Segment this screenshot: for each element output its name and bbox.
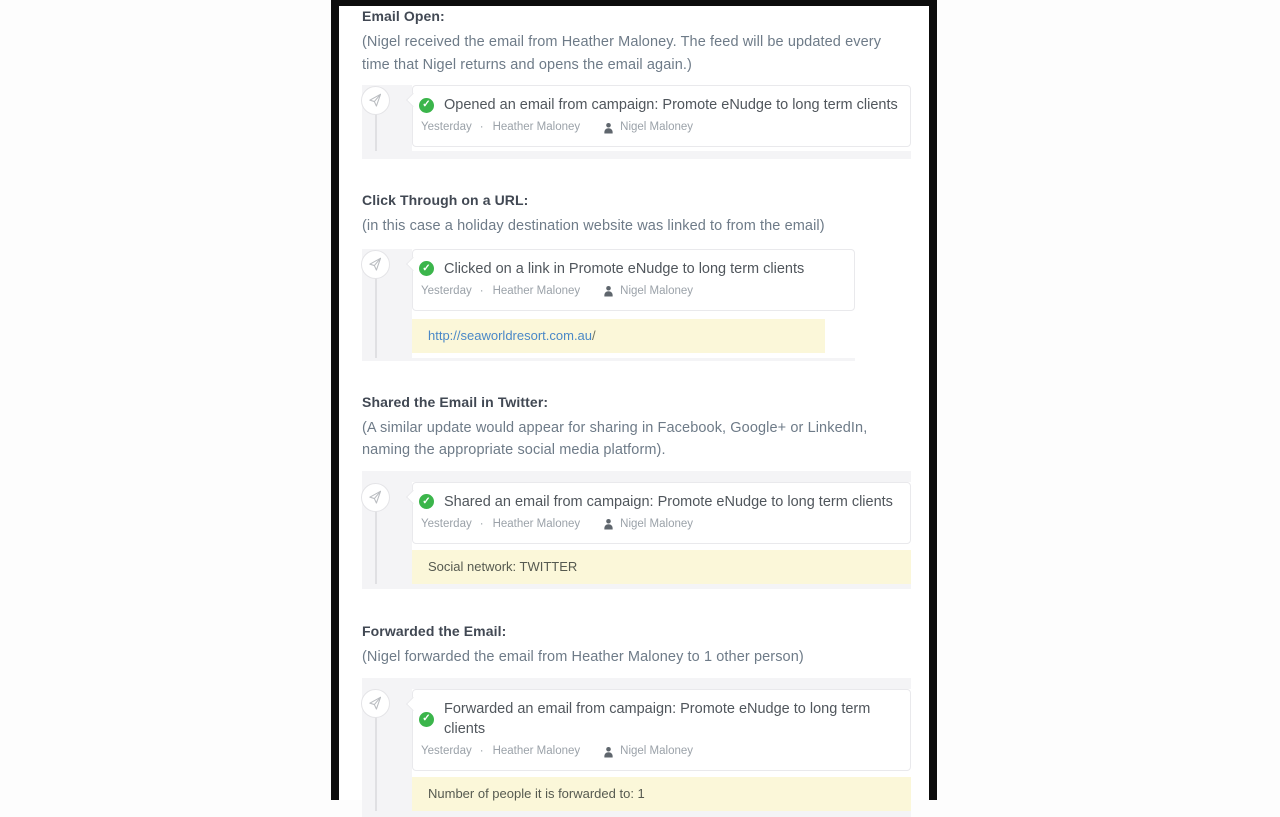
document-content [362, 6, 911, 817]
section-shared-twitter [362, 394, 911, 589]
detail-text: Social network: TWITTER [428, 559, 577, 574]
activity-text: Opened an email from campaign: Promote eNudge to long term clients [444, 95, 898, 115]
timestamp: Yesterday [421, 517, 472, 532]
card-bottom-strip [362, 358, 855, 361]
card-bottom-strip [362, 811, 911, 817]
sender-name: Heather Maloney [493, 120, 581, 135]
meta-row [419, 120, 902, 135]
feed-item-body [412, 249, 855, 353]
activity-text: Shared an email from campaign: Promote eNudge to long term clients [444, 492, 893, 512]
recipient-name: Nigel Maloney [620, 744, 693, 759]
meta-row [419, 284, 846, 299]
paper-plane-icon [361, 689, 390, 718]
meta-separator: · [480, 120, 484, 135]
feed-bubble [412, 482, 911, 544]
activity-row [419, 492, 902, 512]
recipient-name: Nigel Maloney [620, 284, 693, 299]
section-heading: Shared the Email in Twitter: [362, 394, 911, 410]
timestamp: Yesterday [421, 744, 472, 759]
success-check-icon: ✓ [419, 98, 434, 113]
detail-text: Number of people it is forwarded to: 1 [428, 786, 645, 801]
success-check-icon: ✓ [419, 712, 434, 727]
card-top-strip [362, 471, 911, 482]
section-description: (Nigel received the email from Heather Maloney. The feed will be updated every time that Nigel returns and opens the email again.) [362, 31, 911, 76]
section-description: (A similar update would appear for sharing in Facebook, Google+ or LinkedIn, naming the appropriate social media platform). [362, 417, 911, 462]
feed-item-shared [362, 471, 911, 589]
detail-bar-social [412, 550, 911, 584]
clicked-url-link[interactable]: http://seaworldresort.com.au [428, 328, 592, 343]
feed-item-body [412, 85, 911, 147]
recipient-name: Nigel Maloney [620, 517, 693, 532]
card-bottom-strip [362, 151, 911, 159]
sender-name: Heather Maloney [493, 517, 581, 532]
person-icon [603, 285, 614, 297]
sender-name: Heather Maloney [493, 744, 581, 759]
section-heading: Forwarded the Email: [362, 623, 911, 639]
section-description: (Nigel forwarded the email from Heather Maloney to 1 other person) [362, 646, 911, 669]
recipient-name: Nigel Maloney [620, 120, 693, 135]
feed-item-email-open [362, 85, 911, 159]
timestamp: Yesterday [421, 284, 472, 299]
meta-row [419, 744, 902, 759]
meta-separator: · [480, 744, 484, 759]
activity-text: Clicked on a link in Promote eNudge to long term clients [444, 259, 804, 279]
meta-row [419, 517, 902, 532]
person-icon [603, 518, 614, 530]
section-heading: Click Through on a URL: [362, 192, 911, 208]
activity-row [419, 259, 846, 279]
meta-separator: · [480, 284, 484, 299]
timestamp: Yesterday [421, 120, 472, 135]
paper-plane-icon [361, 86, 390, 115]
paper-plane-icon [361, 250, 390, 279]
feed-bubble [412, 249, 855, 311]
feed-item-click-through [362, 249, 855, 361]
meta-separator: · [480, 517, 484, 532]
card-bottom-strip [362, 584, 911, 589]
activity-row [419, 699, 902, 739]
success-check-icon: ✓ [419, 494, 434, 509]
feed-bubble [412, 689, 911, 771]
activity-text: Forwarded an email from campaign: Promote eNudge to long term clients [444, 699, 902, 739]
section-heading: Email Open: [362, 8, 911, 24]
paper-plane-icon [361, 483, 390, 512]
section-forwarded [362, 623, 911, 817]
detail-bar-url [412, 319, 825, 353]
card-top-strip [362, 678, 911, 689]
detail-bar-forward-count [412, 777, 911, 811]
success-check-icon: ✓ [419, 261, 434, 276]
feed-item-body [412, 689, 911, 811]
timeline-line [375, 265, 377, 361]
section-click-through [362, 192, 911, 361]
document-frame [331, 0, 937, 800]
feed-item-forwarded [362, 678, 911, 817]
feed-bubble [412, 85, 911, 147]
section-description: (in this case a holiday destination website was linked to from the email) [362, 215, 911, 238]
sender-name: Heather Maloney [493, 284, 581, 299]
activity-row [419, 95, 902, 115]
url-suffix: / [592, 328, 596, 343]
feed-item-body [412, 482, 911, 584]
person-icon [603, 122, 614, 134]
person-icon [603, 746, 614, 758]
section-email-open [362, 8, 911, 159]
